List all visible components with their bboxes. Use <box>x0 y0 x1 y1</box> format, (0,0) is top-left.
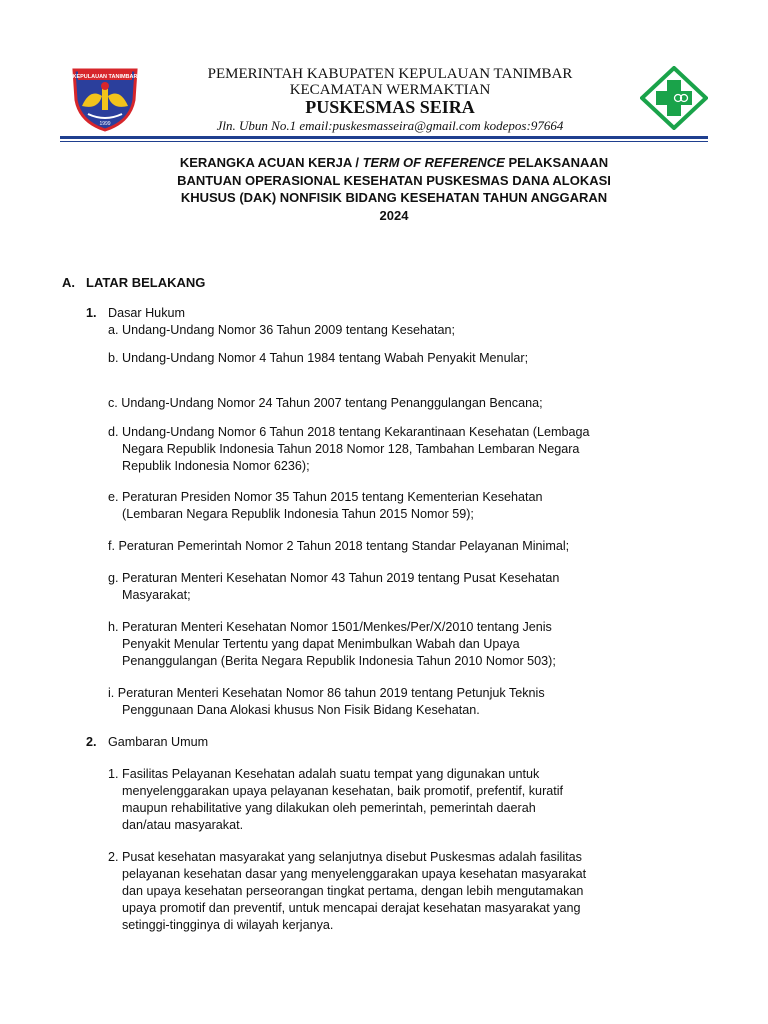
letterhead-puskesmas: PUSKESMAS SEIRA <box>305 97 475 117</box>
health-cross-icon <box>640 66 708 130</box>
overview-p1-line4: dan/atau masyarakat. <box>122 818 244 832</box>
legal-item-f: f. Peraturan Pemerintah Nomor 2 Tahun 2018 tentang Standar Pelayanan Minimal; <box>108 539 570 553</box>
overview-p1-line1: 1. Fasilitas Pelayanan Kesehatan adalah suatu tempat yang digunakan untuk <box>108 767 540 781</box>
sub2-marker: 2. <box>86 735 97 749</box>
regency-emblem-icon <box>68 66 142 132</box>
legal-item-e-line1: e. Peraturan Presiden Nomor 35 Tahun 2015 tentang Kementerian Kesehatan <box>108 490 543 504</box>
legal-item-h-line3: Penanggulangan (Berita Negara Republik Indonesia Tahun 2010 Nomor 503); <box>122 654 556 668</box>
legal-item-e-line2: (Lembaran Negara Republik Indonesia Tahun 2015 Nomor 59); <box>122 507 474 521</box>
emblem-year: 1999 <box>99 121 111 127</box>
legal-item-i-line2: Penggunaan Dana Alokasi khusus Non Fisik Bidang Kesehatan. <box>122 703 480 717</box>
legal-item-d-line1: d. Undang-Undang Nomor 6 Tahun 2018 tentang Kekarantinaan Kesehatan (Lembaga <box>108 425 590 439</box>
letterhead-government: PEMERINTAH KABUPATEN KEPULAUAN TANIMBAR <box>207 66 573 82</box>
sub1-marker: 1. <box>86 306 97 320</box>
legal-item-d-line2: Negara Republik Indonesia Tahun 2018 Nomor 128, Tambahan Lembaran Negara <box>122 442 580 456</box>
section-a-title: LATAR BELAKANG <box>86 275 206 290</box>
overview-p2-line3: dan upaya kesehatan perseorangan tingkat pertama, dengan lebih mengutamakan <box>122 884 584 898</box>
overview-p1-line3: maupun rehabilitative yang dilakukan oleh pemerintah, pemerintah daerah <box>122 801 536 815</box>
letterhead-rule-thin <box>60 141 708 142</box>
legal-item-c: c. Undang-Undang Nomor 24 Tahun 2007 tentang Penanggulangan Bencana; <box>108 396 543 410</box>
legal-item-i-line1: i. Peraturan Menteri Kesehatan Nomor 86 tahun 2019 tentang Petunjuk Teknis <box>108 686 545 700</box>
emblem-top-text: KEPULAUAN TANIMBAR <box>72 74 138 80</box>
section-a-marker: A. <box>62 275 75 290</box>
document-title: KERANGKA ACUAN KERJA / TERM OF REFERENCE PELAKSANAAN BANTUAN OPERASIONAL KESEHATAN PUSKESMAS DANA ALOKASI KHUSUS (DAK) NONFISIK BIDANG KESEHATAN TAHUN ANGGARAN 2024 <box>177 155 611 223</box>
letterhead-address: Jln. Ubun No.1 email:puskesmasseira@gmail.com kodepos:97664 <box>216 118 564 133</box>
legal-item-d-line3: Republik Indonesia Nomor 6236); <box>122 459 310 473</box>
overview-p1-line2: menyelenggarakan upaya pelayanan kesehatan, baik promotif, prefentif, kuratif <box>122 784 564 798</box>
legal-item-a: a. Undang-Undang Nomor 36 Tahun 2009 tentang Kesehatan; <box>108 323 456 337</box>
legal-item-g-line1: g. Peraturan Menteri Kesehatan Nomor 43 Tahun 2019 tentang Pusat Kesehatan <box>108 571 560 585</box>
sub2-title: Gambaran Umum <box>108 735 209 749</box>
overview-p2-line2: pelayanan kesehatan dasar yang menyelenggarakan upaya kesehatan masyarakat <box>122 867 587 881</box>
overview-p2-line4: upaya promotif dan preventif, untuk mencapai derajat kesehatan masyarakat yang <box>122 901 581 915</box>
legal-item-h-line2: Penyakit Menular Tertentu yang dapat Menimbulkan Wabah dan Upaya <box>122 637 520 651</box>
letterhead-rule-thick <box>60 136 708 139</box>
overview-p2-line5: setinggi-tingginya di wilayah kerjanya. <box>122 918 334 932</box>
legal-item-b: b. Undang-Undang Nomor 4 Tahun 1984 tentang Wabah Penyakit Menular; <box>108 351 529 365</box>
letterhead-district: KECAMATAN WERMAKTIAN <box>289 82 491 98</box>
overview-p2-line1: 2. Pusat kesehatan masyarakat yang selanjutnya disebut Puskesmas adalah fasilitas <box>108 850 582 864</box>
legal-item-h-line1: h. Peraturan Menteri Kesehatan Nomor 1501/Menkes/Per/X/2010 tentang Jenis <box>108 620 552 634</box>
sub1-title: Dasar Hukum <box>108 306 185 320</box>
legal-item-g-line2: Masyarakat; <box>122 588 191 602</box>
